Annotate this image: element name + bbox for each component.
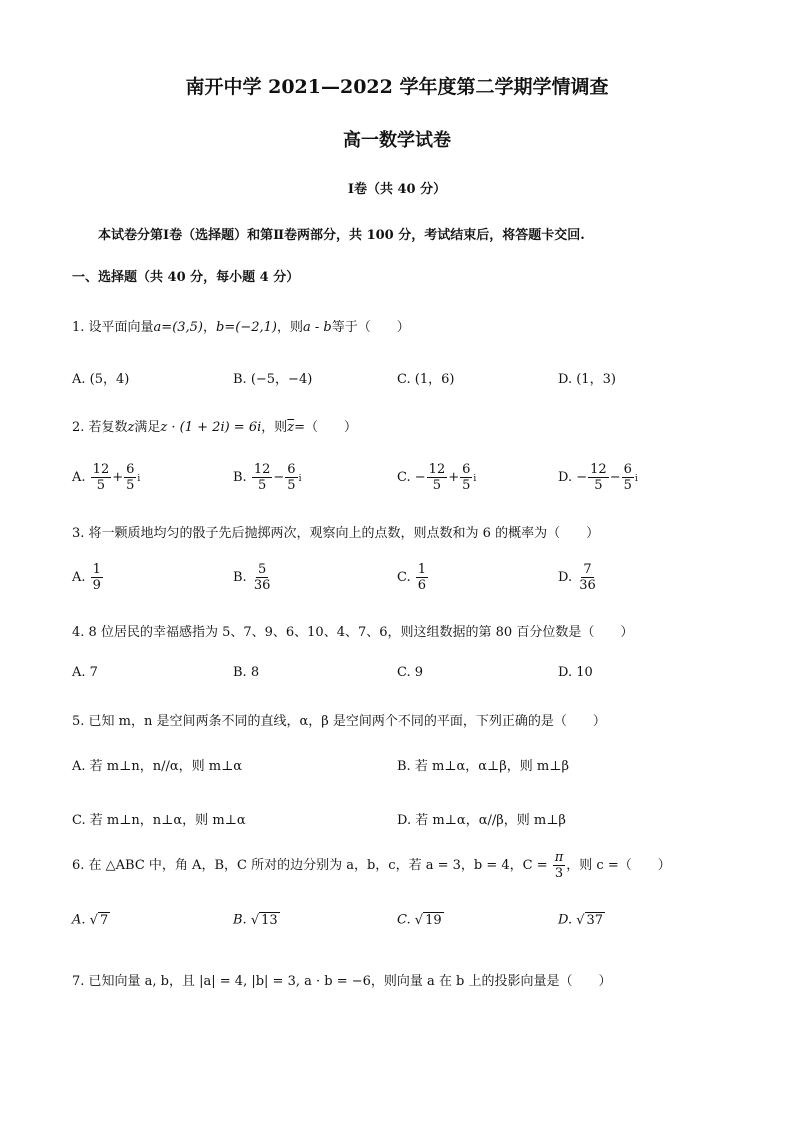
- q6-root-d: 37: [586, 913, 604, 928]
- q3-frac-b: [252, 562, 273, 593]
- q3-label-d: D.: [558, 570, 573, 585]
- q5-option-d[interactable]: D. 若 m⊥α，α//β，则 m⊥β: [397, 813, 566, 828]
- question-5: 5. 已知 m，n 是空间两条不同的直线，α，β 是空间两个不同的平面，下列正确的是（ ）: [72, 714, 606, 729]
- q3-option-c[interactable]: [397, 562, 429, 593]
- q3-num-b: 5: [257, 562, 267, 577]
- q2-option-c[interactable]: [397, 462, 476, 493]
- q2-num-c1: 12: [428, 462, 446, 477]
- q1-vector-a: a=(3,5): [153, 320, 204, 335]
- q2-den-d1: 5: [594, 478, 603, 493]
- q2-den-b1: 5: [257, 478, 267, 493]
- q2-mid: 满足: [134, 420, 161, 435]
- q2-frac-b1: [252, 462, 273, 493]
- q2-num-b1: 12: [253, 462, 271, 477]
- q3-option-b[interactable]: [233, 562, 273, 593]
- q1-mid: ，则: [276, 320, 303, 335]
- q2-op-c: +: [448, 470, 460, 485]
- q2-num-c2: 6: [462, 462, 471, 477]
- q1-vector-b: b=(−2,1): [216, 320, 277, 335]
- q2-num-d2: 6: [623, 462, 632, 477]
- q6-sqrt-d: √ 37: [576, 913, 604, 928]
- q2-zbar: $\overline{z}$: [287, 420, 295, 435]
- q6-root-c: 19: [425, 913, 442, 928]
- q6-text: 6. 在 △ABC 中，角 A，B，C 所对的边分别为 a，b，c，若 a = 3，b = 4，C =: [72, 858, 548, 873]
- q1-suffix: 等于（ ）: [331, 320, 410, 335]
- q3-label-a: A.: [72, 570, 86, 585]
- q3-label-c: C.: [397, 570, 411, 585]
- q3-option-d[interactable]: [558, 562, 599, 593]
- q2-i-b: i: [298, 474, 302, 484]
- q4-option-d[interactable]: D. 10: [558, 665, 593, 680]
- q6-root-b: 13: [261, 913, 278, 928]
- q6-suffix: ，则 c =（ ）: [566, 858, 671, 873]
- exam-title: 南开中学 2021—2022 学年度第二学期学情调查: [185, 76, 609, 98]
- q1-prefix: 1. 设平面向量: [72, 320, 154, 335]
- exam-subtitle: 高一数学试卷: [343, 130, 451, 151]
- q2-op-d: −: [609, 470, 621, 485]
- q2-sign-d: −: [576, 470, 588, 485]
- q2-equation: z · (1 + 2i) = 6i: [160, 420, 262, 435]
- q6-option-a[interactable]: [72, 912, 110, 928]
- q6-option-d[interactable]: [558, 912, 605, 928]
- q2-frac-a1: [91, 462, 112, 493]
- q1-expr: a - b: [302, 320, 332, 335]
- q5-option-c[interactable]: C. 若 m⊥n，n⊥α，则 m⊥α: [72, 813, 246, 828]
- q4-option-b[interactable]: B. 8: [233, 665, 260, 680]
- q2-suffix: =（ ）: [294, 420, 358, 435]
- q2-frac-a2: [124, 462, 136, 493]
- q2-i-c: i: [473, 474, 477, 484]
- q1-option-c[interactable]: C. (1，6): [397, 372, 455, 387]
- q2-frac-d1: [588, 462, 609, 493]
- q1-option-a[interactable]: A. (5，4): [72, 372, 130, 387]
- q2-i-a: i: [137, 474, 141, 484]
- q2-den-b2: 5: [287, 478, 296, 493]
- q2-prefix: 2. 若复数: [72, 420, 128, 435]
- q3-den-b: 36: [253, 578, 271, 593]
- q3-frac-a: [91, 562, 103, 593]
- q3-num-c: 1: [417, 562, 427, 577]
- q6-pi-over-3: [553, 850, 566, 881]
- q3-den-a: 9: [92, 578, 101, 593]
- q5-option-b[interactable]: B. 若 m⊥α，α⊥β，则 m⊥β: [397, 759, 570, 774]
- q1-option-b[interactable]: B. (−5，−4): [233, 372, 313, 387]
- q6-option-b[interactable]: [233, 912, 280, 928]
- q6-option-c[interactable]: [397, 912, 444, 928]
- q6-label-c: C.: [397, 912, 411, 928]
- q2-op-a: +: [112, 470, 124, 485]
- q6-root-a: 7: [99, 913, 109, 928]
- q2-option-b[interactable]: [233, 462, 301, 493]
- q6-three: 3: [554, 866, 564, 881]
- q2-then: ，则: [261, 420, 288, 435]
- volume-label: Ⅰ卷（共 40 分）: [347, 182, 447, 197]
- q2-sign-c: −: [414, 470, 426, 485]
- q2-label-c: C.: [397, 470, 411, 485]
- q3-den-d: 36: [579, 578, 596, 593]
- q6-label-d: D.: [558, 912, 573, 928]
- question-4: 4. 8 位居民的幸福感指为 5、7、9、6、10、4、7、6，则这组数据的第 80 百分位数是（ ）: [72, 625, 634, 640]
- q2-den-c2: 5: [462, 478, 471, 493]
- question-6: [72, 850, 671, 881]
- q6-label-a: A.: [72, 912, 86, 928]
- q2-label-b: B.: [233, 470, 247, 485]
- q2-frac-c2: [460, 462, 472, 493]
- q4-option-a[interactable]: A. 7: [72, 665, 98, 680]
- q2-option-d[interactable]: [558, 462, 638, 493]
- q6-label-b: B.: [233, 912, 247, 928]
- q2-den-a1: 5: [96, 478, 106, 493]
- q2-op-b: −: [273, 470, 285, 485]
- question-7: 7. 已知向量 a, b，且 |a| = 4, |b| = 3, a · b = −6，则向量 a 在 b 上的投影向量是（ ）: [72, 974, 612, 989]
- q2-label-a: A.: [72, 470, 86, 485]
- q2-den-c1: 5: [432, 478, 442, 493]
- q2-var: z: [127, 420, 135, 435]
- q2-i-d: i: [634, 474, 638, 484]
- section-heading: 一、选择题（共 40 分，每小题 4 分）: [72, 270, 300, 285]
- q2-num-b2: 6: [287, 462, 296, 477]
- q3-frac-c: [416, 562, 428, 593]
- q3-den-c: 6: [417, 578, 427, 593]
- question-2: [72, 416, 357, 435]
- q6-sqrt-c: √ 19: [414, 913, 442, 928]
- exam-instructions: 本试卷分第Ⅰ卷（选择题）和第Ⅱ卷两部分，共 100 分，考试结束后，将答题卡交回.: [98, 228, 585, 243]
- q2-num-a2: 6: [126, 462, 135, 477]
- q3-num-d: 7: [583, 562, 592, 577]
- q2-den-d2: 5: [623, 478, 632, 493]
- q1-option-d[interactable]: D. (1，3): [558, 372, 616, 387]
- question-1: [72, 316, 410, 335]
- q6-pi: π: [554, 850, 564, 865]
- q6-sqrt-a: √ 7: [89, 913, 109, 928]
- question-3: 3. 将一颗质地均匀的骰子先后抛掷两次，观察向上的点数，则点数和为 6 的概率为（ ）: [72, 526, 600, 541]
- q1-sep: ，: [203, 320, 217, 335]
- q2-den-a2: 5: [126, 478, 135, 493]
- q2-frac-d2: [622, 462, 634, 493]
- q3-num-a: 1: [92, 562, 101, 577]
- q2-num-d1: 12: [590, 462, 607, 477]
- q5-option-a[interactable]: A. 若 m⊥n，n//α，则 m⊥α: [72, 759, 243, 774]
- q3-option-a[interactable]: [72, 562, 104, 593]
- q6-sqrt-b: √ 13: [250, 913, 278, 928]
- q2-frac-b2: [285, 462, 297, 493]
- q2-label-d: D.: [558, 470, 573, 485]
- q4-option-c[interactable]: C. 9: [397, 665, 424, 680]
- q3-label-b: B.: [233, 570, 247, 585]
- q2-num-a1: 12: [92, 462, 110, 477]
- q2-frac-c1: [427, 462, 448, 493]
- q3-frac-d: [577, 562, 598, 593]
- q2-option-a[interactable]: [72, 462, 140, 493]
